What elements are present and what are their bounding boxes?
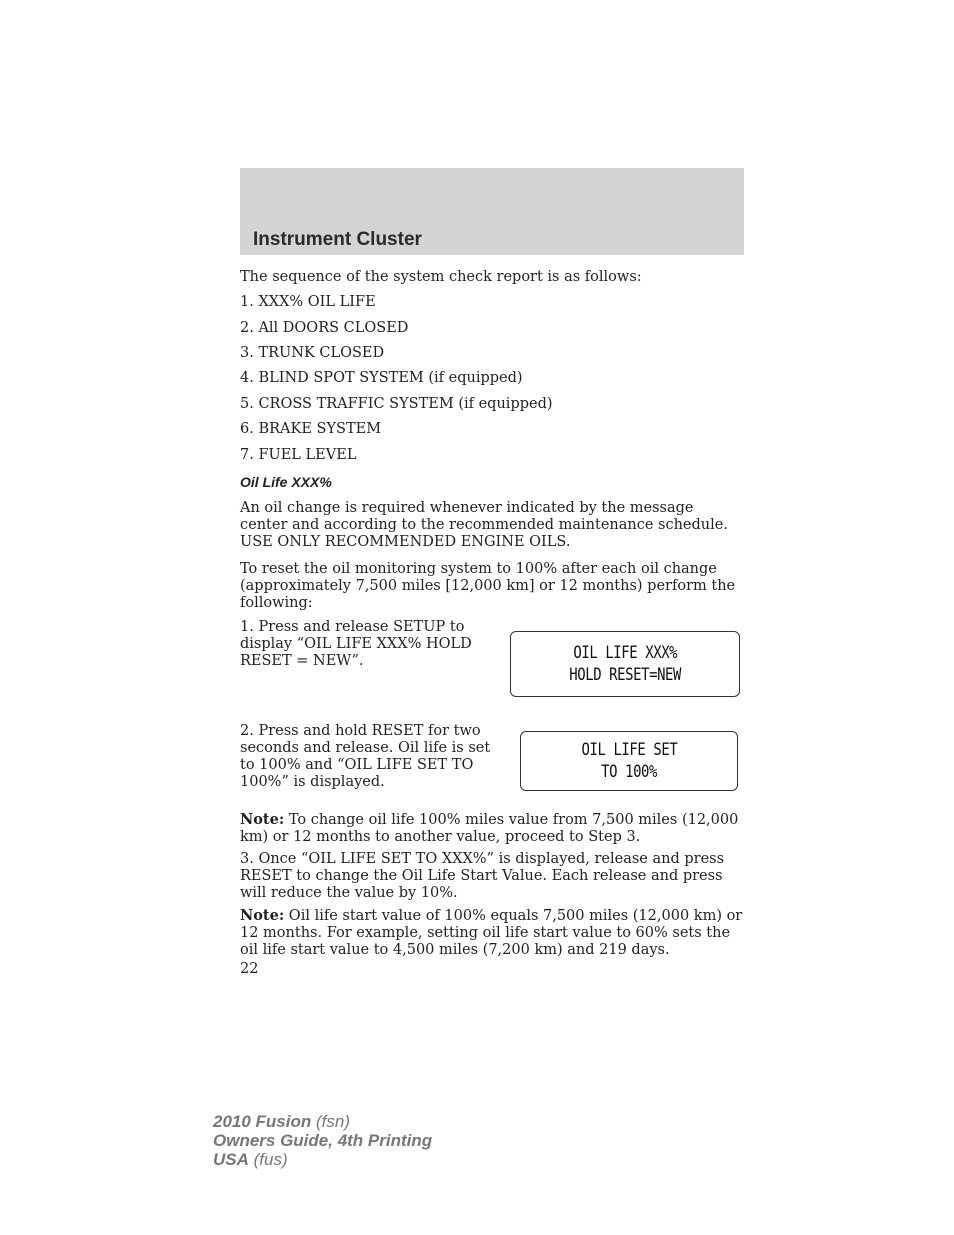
page-number: 22 [240, 961, 259, 977]
footer-region: USA [213, 1150, 249, 1169]
display-line: OIL LIFE XXX% [573, 643, 677, 663]
note-text: To change oil life 100% miles value from 7,500 miles (12,000 km) or 12 months to another value, proceed to Step 3. [240, 812, 739, 845]
note-text: Oil life start value of 100% equals 7,500 miles (12,000 km) or 12 months. For example, setting oil life start value to 60% sets the oil life start value to 4,500 miles (7,200 km) and 219 days. [240, 908, 743, 958]
step-3-text: 3. Once “OIL LIFE SET TO XXX%” is displayed, release and press RESET to change the Oil Life Start Value. Each release and press will reduce the value by 10%. [240, 851, 725, 901]
section-header-band [240, 168, 744, 255]
paragraph-reset-intro: To reset the oil monitoring system to 100% after each oil change (approximately 7,500 miles [12,000 km] or 12 months) perform the following: [240, 561, 736, 611]
display-line: TO 100% [601, 762, 657, 782]
display-line: OIL LIFE SET [581, 740, 677, 760]
footer-edition: Owners Guide, 4th Printing [213, 1131, 433, 1150]
document-footer [213, 1112, 432, 1169]
note-label: Note: [240, 811, 285, 828]
message-display-oil-life-set [520, 731, 738, 791]
footer-region-code: (fus) [248, 1150, 288, 1169]
list-item: 7. FUEL LEVEL [240, 447, 357, 463]
footer-model: 2010 Fusion [213, 1112, 312, 1131]
note-2 [240, 907, 744, 959]
intro-text: The sequence of the system check report is as follows: [240, 269, 642, 285]
section-title: Instrument Cluster [253, 229, 422, 250]
list-item: 4. BLIND SPOT SYSTEM (if equipped) [240, 370, 523, 386]
list-item: 2. All DOORS CLOSED [240, 320, 409, 336]
list-item: 6. BRAKE SYSTEM [240, 421, 382, 437]
note-1 [240, 811, 744, 846]
subsection-title: Oil Life XXX% [240, 474, 332, 490]
list-item: 5. CROSS TRAFFIC SYSTEM (if equipped) [240, 396, 553, 412]
display-line: HOLD RESET=NEW [569, 665, 681, 685]
footer-model-code: (fsn) [311, 1112, 350, 1131]
note-label: Note: [240, 907, 285, 924]
step-2-text: 2. Press and hold RESET for two seconds and release. Oil life is set to 100% and “OIL LIFE SET TO 100%” is displayed. [240, 723, 491, 790]
message-display-hold-reset [510, 631, 740, 697]
step-1-text: 1. Press and release SETUP to display “OIL LIFE XXX% HOLD RESET = NEW”. [240, 619, 472, 669]
list-item: 1. XXX% OIL LIFE [240, 294, 376, 310]
paragraph-oil-change: An oil change is required whenever indicated by the message center and according to the recommended maintenance schedule. USE ONLY RECOMMENDED ENGINE OILS. [240, 500, 728, 550]
list-item: 3. TRUNK CLOSED [240, 345, 385, 361]
